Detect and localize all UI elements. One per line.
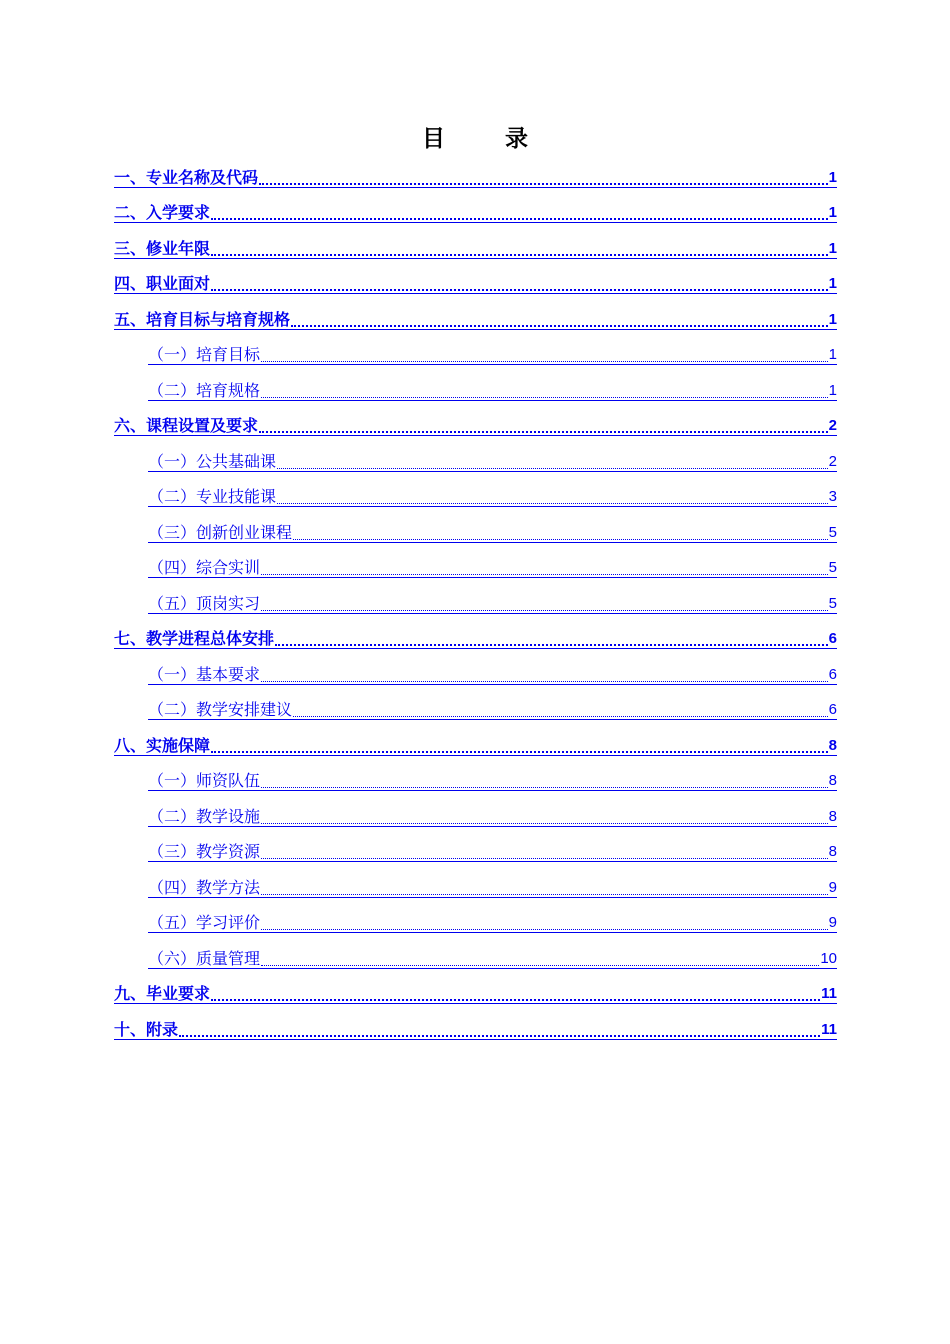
toc-page-number: 8	[828, 843, 837, 860]
toc-section-link[interactable]	[114, 760, 837, 796]
toc-page-number: 11	[821, 985, 837, 1002]
toc-entry-label: （一）培育目标	[148, 345, 261, 364]
toc-entry-label: （二）教学设施	[148, 806, 261, 826]
toc-entry-label: 四、职业面对	[114, 274, 211, 293]
toc-dot-leader	[210, 275, 829, 294]
toc-page-number: 8	[828, 772, 837, 789]
toc-page-number: 9	[828, 914, 837, 931]
toc-dot-leader	[260, 914, 829, 933]
toc-dot-leader	[210, 985, 821, 1004]
toc-dot-leader	[260, 595, 829, 614]
toc-chapter-link[interactable]	[114, 298, 837, 334]
toc-entry-label: 七、教学进程总体安排	[114, 629, 275, 648]
toc-section-link[interactable]	[114, 547, 837, 583]
toc-dot-leader	[276, 488, 829, 507]
toc-page-number: 10	[820, 949, 837, 967]
toc-dot-leader	[260, 772, 829, 791]
toc-entry-label: （五）顶岗实习	[148, 593, 261, 613]
toc-entry-label: 六、课程设置及要求	[114, 416, 259, 435]
toc-entry-label: 三、修业年限	[114, 238, 211, 258]
toc-entry-label: （四）综合实训	[148, 558, 261, 577]
toc-chapter-link[interactable]	[114, 192, 837, 228]
toc-dot-leader	[258, 169, 829, 188]
toc-section-link[interactable]	[114, 334, 837, 370]
toc-section-link[interactable]	[114, 476, 837, 512]
toc-page-number: 11	[821, 1020, 837, 1038]
toc-page-number: 5	[828, 559, 837, 576]
toc-dot-leader	[292, 701, 829, 720]
toc-entry-label: 九、毕业要求	[114, 984, 211, 1003]
toc-dot-leader	[210, 240, 829, 259]
toc-dot-leader	[260, 382, 829, 401]
toc-chapter-link[interactable]	[114, 263, 837, 299]
toc-chapter-link[interactable]	[114, 227, 837, 263]
toc-dot-leader	[178, 1021, 821, 1040]
toc-section-link[interactable]	[114, 582, 837, 618]
toc-page-number: 8	[828, 807, 837, 825]
toc-entry-label: 一、专业名称及代码	[114, 167, 259, 187]
toc-dot-leader	[292, 524, 829, 543]
toc-section-link[interactable]	[114, 511, 837, 547]
toc-entry-label: （三）教学资源	[148, 842, 261, 861]
toc-chapter-link[interactable]	[114, 618, 837, 654]
toc-dot-leader	[276, 453, 829, 472]
toc-dot-leader	[210, 737, 829, 756]
toc-entry-label: （一）师资队伍	[148, 771, 261, 790]
toc-section-link[interactable]	[114, 795, 837, 831]
toc-entry-label: （六）质量管理	[148, 948, 261, 968]
toc-entry-label: 二、入学要求	[114, 203, 211, 222]
toc-page-number: 1	[828, 310, 837, 328]
toc-page-number: 9	[828, 878, 837, 896]
toc-page-number: 1	[828, 381, 837, 399]
toc-page-number: 5	[828, 594, 837, 612]
toc-entry-label: 八、实施保障	[114, 735, 211, 755]
table-of-contents	[114, 156, 837, 1044]
toc-dot-leader	[260, 950, 820, 969]
toc-entry-label: 十、附录	[114, 1019, 179, 1039]
toc-dot-leader	[260, 843, 829, 862]
toc-page-number: 2	[828, 452, 837, 470]
toc-entry-label: （五）学习评价	[148, 913, 261, 932]
toc-dot-leader	[274, 630, 829, 649]
toc-page-number: 6	[828, 630, 837, 647]
toc-section-link[interactable]	[114, 689, 837, 725]
toc-section-link[interactable]	[114, 902, 837, 938]
toc-chapter-link[interactable]	[114, 156, 837, 192]
toc-chapter-link[interactable]	[114, 405, 837, 441]
toc-entry-label: （二）专业技能课	[148, 487, 277, 506]
toc-entry-label: 五、培育目标与培育规格	[114, 309, 291, 329]
toc-chapter-link[interactable]	[114, 724, 837, 760]
toc-entry-label: （二）培育规格	[148, 380, 261, 400]
toc-page-number: 3	[828, 488, 837, 505]
toc-dot-leader	[290, 311, 829, 330]
toc-entry-label: （四）教学方法	[148, 877, 261, 897]
toc-dot-leader	[260, 666, 829, 685]
toc-dot-leader	[260, 346, 829, 365]
toc-entry-label: （一）基本要求	[148, 664, 261, 684]
toc-section-link[interactable]	[114, 831, 837, 867]
toc-page-number: 1	[828, 204, 837, 221]
toc-section-link[interactable]	[114, 653, 837, 689]
toc-page-number: 2	[828, 417, 837, 434]
toc-dot-leader	[258, 417, 829, 436]
toc-section-link[interactable]	[114, 369, 837, 405]
toc-page-number: 1	[828, 239, 837, 257]
toc-page-number: 5	[828, 523, 837, 541]
toc-section-link[interactable]	[114, 866, 837, 902]
toc-title: 目 录	[421, 126, 554, 152]
toc-entry-label: （一）公共基础课	[148, 451, 277, 471]
toc-dot-leader	[260, 879, 829, 898]
toc-section-link[interactable]	[114, 937, 837, 973]
toc-page-number: 1	[828, 346, 837, 363]
toc-page-number: 6	[828, 701, 837, 718]
toc-dot-leader	[260, 559, 829, 578]
toc-chapter-link[interactable]	[114, 973, 837, 1009]
toc-dot-leader	[260, 808, 829, 827]
toc-chapter-link[interactable]	[114, 1008, 837, 1044]
toc-section-link[interactable]	[114, 440, 837, 476]
toc-entry-label: （三）创新创业课程	[148, 522, 293, 542]
toc-page-number: 1	[828, 168, 837, 186]
toc-page-number: 8	[828, 736, 837, 754]
toc-page-number: 6	[828, 665, 837, 683]
toc-entry-label: （二）教学安排建议	[148, 700, 293, 719]
toc-page-number: 1	[828, 275, 837, 292]
toc-dot-leader	[210, 204, 829, 223]
